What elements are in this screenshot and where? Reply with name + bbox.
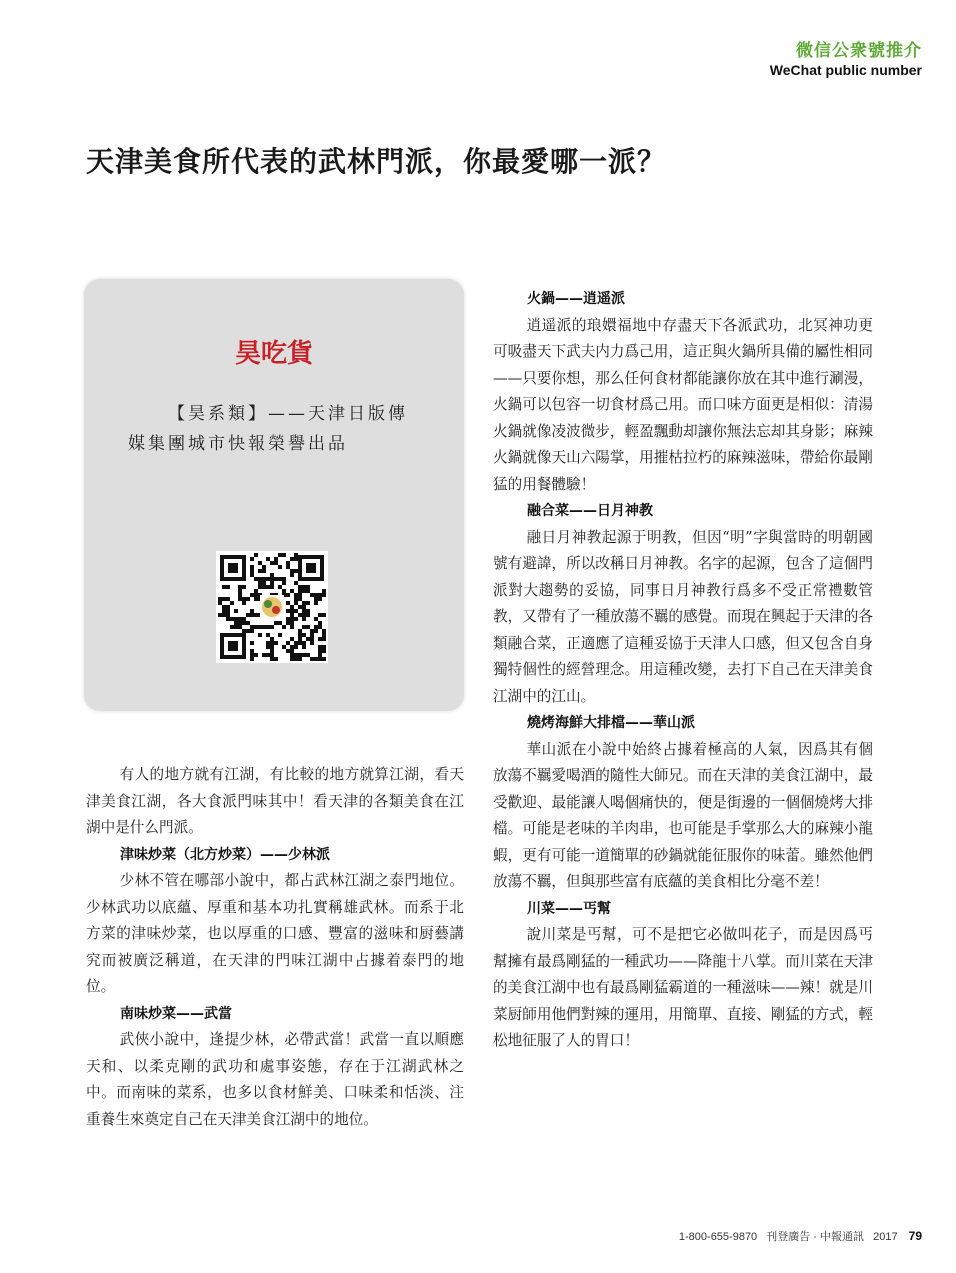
section-heading: 火鍋——逍遥派	[527, 291, 625, 307]
qr-code-icon	[216, 551, 328, 663]
column-label-cn: 微信公衆號推介	[796, 41, 922, 61]
footer-year: 2017	[873, 1231, 898, 1243]
section-paragraph: 說川菜是丐幫，可不是把它必做叫花子，而是因爲丐幫擁有最爲剛猛的一種武功——降龍十八掌。而川菜在天津的美食江湖中也有最爲剛猛霸道的一種滋味——辣！就是川菜厨師用他們對辣的運用，用簡單、直接、剛猛的方式，輕松地征服了人的胃口！	[493, 926, 873, 1049]
section-heading: 南味炒菜——武當	[120, 1005, 232, 1022]
section-paragraph: 少林不管在哪部小說中，都占武林江湖之泰門地位。少林武功以底蘊、厚重和基本功扎實稱雄武林。而系于北方菜的津味炒菜，也以厚重的口感、豐富的滋味和厨藝講究而被廣泛稱道，在天津的門味江湖中占據着泰門的地位。	[86, 872, 464, 995]
page-footer	[679, 1228, 922, 1244]
wechat-promo-card	[84, 279, 464, 711]
footer-publication: 刊登廣告 · 中報通訊	[766, 1231, 865, 1243]
column-label-en: WeChat public number	[769, 62, 922, 78]
section-paragraph: 武俠小說中，逢提少林，必帶武當！武當一直以順應天和、以柔克剛的武功和處事姿態，存在于江湖武林之中。而南味的菜系，也多以食材鮮美、口味柔和恬淡、注重養生來奠定自己在天津美食江湖中的地位。	[86, 1031, 464, 1128]
section-heading: 融合菜——日月神教	[527, 503, 653, 519]
left-column	[86, 762, 464, 1133]
right-column	[493, 286, 873, 1055]
section-paragraph: 逍遥派的琅嬛福地中存盡天下各派武功，北冥神功更可吸盡天下武夫内力爲己用，這正與火鍋所具備的屬性相同——只要你想，那么任何食材都能讓你放在其中進行涮漫，火鍋可以包容一切食材爲己用。而口味方面更是相似：清湯火鍋就像凌波微步，輕盈飄動却讓你無法忘却其身影；麻辣火鍋就像天山六陽掌，用摧枯拉朽的麻辣滋味，帶給你最剛猛的用餐體驗！	[493, 316, 873, 493]
article-title: 天津美食所代表的武林門派，你最愛哪一派？	[86, 145, 667, 178]
account-description	[128, 399, 438, 459]
footer-phone: 1-800-655-9870	[678, 1231, 758, 1243]
section-heading: 川菜——丐幫	[527, 900, 611, 917]
section-paragraph: 融日月神教起源于明教，但因“明”字與當時的明朝國號有避諱，所以改稱日月神教。名字的起源，包含了這個門派對大趨勢的妥協，同事日月神教行爲多不受正常禮數管教，又帶有了一種放蕩不羈的感覺。而現在興起于天津的各類融合菜，正適應了這種妥協于天津人口感，但又包含自身獨特個性的經營理念。用這種改變，去打下自己在天津美食江湖中的江山。	[493, 528, 873, 705]
section-heading: 津味炒菜（北方炒菜）——少林派	[120, 846, 330, 863]
section-paragraph: 華山派在小說中始終占據着極高的人氣，因爲其有個放蕩不羈愛喝酒的隨性大師兄。而在天津的美食江湖中，最受歡迎、最能讓人喝個痛快的，便是街邊的一個個燒烤大排檔。可能是老味的羊肉串，也可能是手掌那么大的麻辣小龍蝦，更有可能一道簡單的砂鍋就能征服你的味蕾。雖然他們放蕩不羈，但與那些富有底蘊的美食相比分毫不差！	[493, 740, 873, 890]
account-name: 昊吃貨	[234, 339, 313, 369]
account-description-line1: 【昊系類】——天津日版傳	[168, 404, 408, 424]
page-number: 79	[908, 1229, 922, 1243]
intro-paragraph: 有人的地方就有江湖，有比較的地方就算江湖，看天津美食江湖，各大食派門味其中！看天津的各類美食在江湖中是什么門派。	[86, 766, 464, 836]
section-heading: 燒烤海鮮大排檔——華山派	[527, 715, 695, 731]
account-description-line2: 媒集團城市快報榮譽出品	[128, 434, 348, 454]
